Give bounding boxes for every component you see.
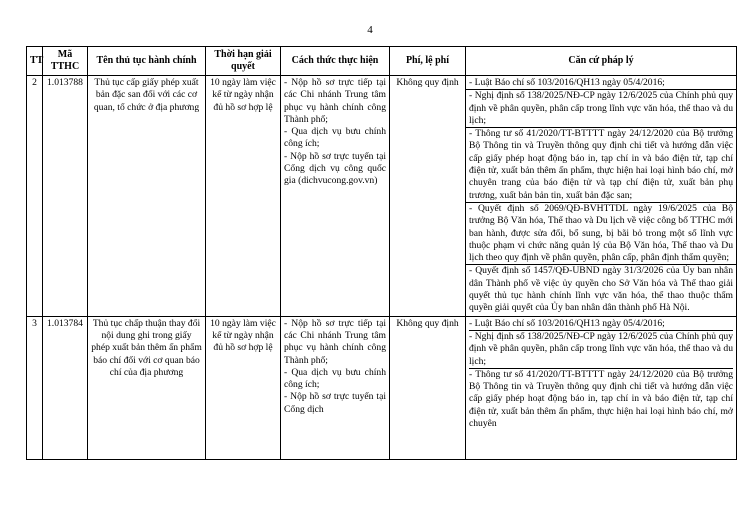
header-legal: Căn cứ pháp lý	[466, 47, 737, 76]
method-item: - Nộp hồ sơ trực tiếp tại các Chi nhánh Trung tâm phục vụ hành chính công Thành phố;	[284, 77, 386, 125]
method-item: - Qua dịch vụ bưu chính công ích;	[284, 366, 386, 391]
legal-item: - Thông tư số 41/2020/TT-BTTTT ngày 24/12/2020 của Bộ trưởng Bộ Thông tin và Truyền thông quy định chi tiết và hướng dẫn việc cấp giấy phép hoạt động báo in, tạp chí in và báo điện tử, tạp chí điện tử, xuất bản thêm ấn phẩm, thực hiện hai loại hình báo chí, mở chuyên	[469, 368, 733, 430]
method-clip	[284, 318, 386, 456]
legal-basis	[466, 76, 737, 317]
header-fee: Phí, lệ phí	[390, 47, 466, 76]
legal-item: - Luật Báo chí số 103/2016/QH13 ngày 05/4/2016;	[469, 77, 665, 88]
procedure-code: 1.013784	[43, 316, 88, 459]
header-tt: TT	[27, 47, 43, 76]
header-name: Tên thủ tục hành chính	[88, 47, 206, 76]
row-number: 2	[27, 76, 43, 317]
fee: Không quy định	[390, 316, 466, 459]
method-item: - Nộp hồ sơ trực tuyến tại Cổng dịch	[284, 391, 386, 415]
header-row	[27, 47, 737, 76]
header-method: Cách thức thực hiện	[281, 47, 390, 76]
legal-basis	[466, 316, 737, 459]
method-item: - Nộp hồ sơ trực tuyến tại Cổng dịch vụ công quốc gia (dichvucong.gov.vn)	[284, 150, 386, 187]
deadline: 10 ngày làm việc kể từ ngày nhận đủ hồ sơ hợp lệ	[206, 316, 281, 459]
legal-item: - Luật Báo chí số 103/2016/QH13 ngày 05/4/2016;	[469, 317, 665, 329]
legal-item: - Quyết định số 1457/QĐ-UBND ngày 31/3/2026 của Ủy ban nhân dân Thành phố về việc ủy quyền cho Sở Văn hóa và Thể thao giải quyết thủ tục hành chính lĩnh vực văn hóa, thể thao thuộc thẩm quyền giải quyết của Ủy ban nhân dân thành phố Hà Nội.	[466, 264, 736, 314]
legal-clip	[469, 318, 733, 456]
deadline: 10 ngày làm việc kể từ ngày nhận đủ hồ sơ hợp lệ	[206, 76, 281, 317]
fee: Không quy định	[390, 76, 466, 317]
legal-item: - Thông tư số 41/2020/TT-BTTTT ngày 24/12/2020 của Bộ trưởng Bộ Thông tin và Truyền thông quy định chi tiết và hướng dẫn việc cấp giấy phép hoạt động báo in, tạp chí in và báo điện tử, tạp chí điện tử, xuất bản thêm ấn phẩm, thực hiện hai loại hình báo chí, mở chuyên trang của báo điện tử và tạp chí điện tử, xuất bản phụ trương, xuất bản bản tin, xuất bản đặc san;	[466, 127, 736, 202]
header-deadline: Thời hạn giải quyết	[206, 47, 281, 76]
header-code: Mã TTHC	[43, 47, 88, 76]
procedures-table	[26, 46, 737, 460]
submission-methods	[281, 316, 390, 459]
method-item: - Nộp hồ sơ trực tiếp tại các Chi nhánh Trung tâm phục vụ hành chính công Thành phố;	[284, 317, 386, 366]
page-number: 4	[367, 24, 373, 36]
table-row	[27, 316, 737, 459]
table-row	[27, 76, 737, 317]
legal-item: - Quyết định số 2069/QĐ-BVHTTDL ngày 19/6/2025 của Bộ trưởng Bộ Văn hóa, Thể thao và Du lịch về việc công bố TTHC mới ban hành, được sửa đổi, bổ sung, bị bãi bỏ trong một số lĩnh vực thuộc phạm vi chức năng quản lý của Bộ Văn hóa, Thể thao và Du lịch theo quy định về phân quyền, phân cấp, phân định thẩm quyền;	[466, 202, 736, 264]
procedure-code: 1.013788	[43, 76, 88, 317]
method-item: - Qua dịch vụ bưu chính công ích;	[284, 126, 386, 150]
procedure-name: Thủ tục cấp giấy phép xuất bản đặc san đối với các cơ quan, tổ chức ở địa phương	[88, 76, 206, 317]
submission-methods	[281, 76, 390, 317]
legal-item: - Nghị định số 138/2025/NĐ-CP ngày 12/6/2025 của Chính phủ quy định về phân quyền, phân cấp trong lĩnh vực văn hóa, thể thao và du lịch;	[469, 330, 733, 368]
row-number: 3	[27, 316, 43, 459]
procedure-name: Thủ tục chấp thuận thay đổi nội dung ghi trong giấy phép xuất bản thêm ấn phẩm báo chí đối với cơ quan báo chí của địa phương	[88, 316, 206, 459]
legal-item: - Nghị định số 138/2025/NĐ-CP ngày 12/6/2025 của Chính phủ quy định về phân quyền, phân cấp trong lĩnh vực văn hóa, thể thao và du lịch;	[466, 89, 736, 127]
